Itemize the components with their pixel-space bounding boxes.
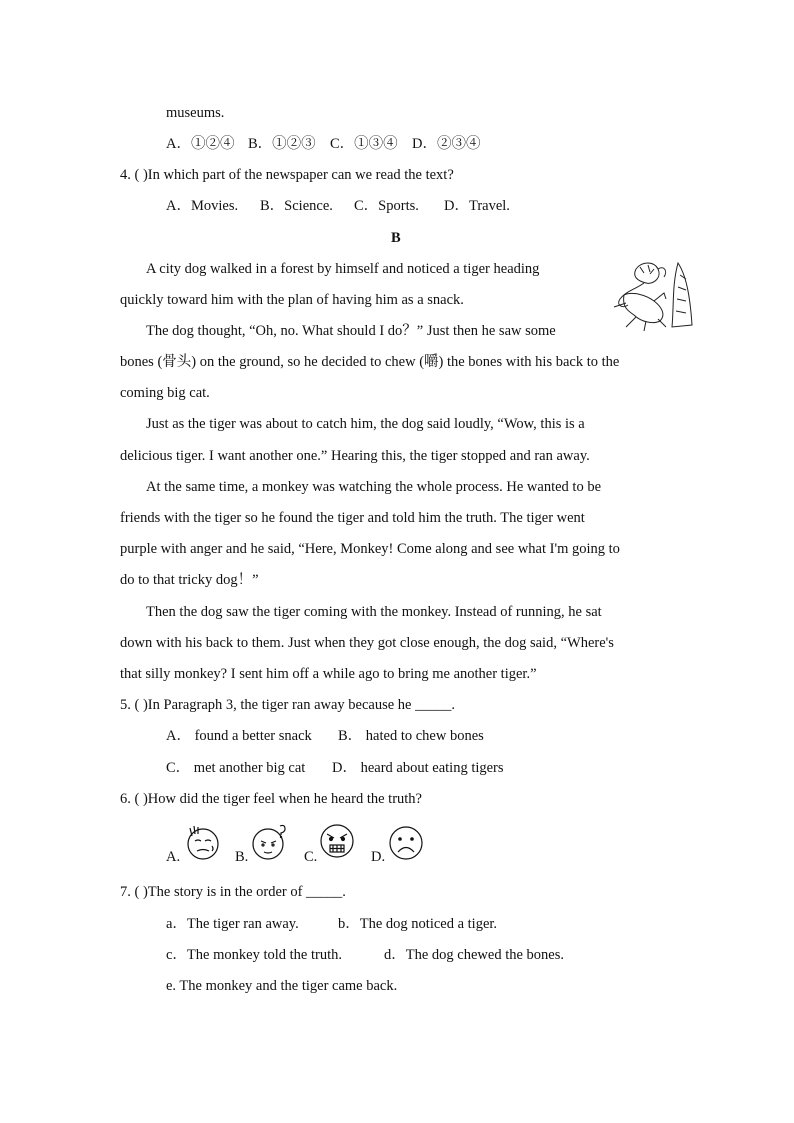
q4-option-a: A．Movies. bbox=[166, 198, 239, 214]
passage-line-9: friends with the tiger so he found the tiger and told him the truth. The tiger went bbox=[120, 510, 585, 526]
passage-line-11: do to that tricky dog！” bbox=[120, 572, 259, 588]
passage-line-3: The dog thought, “Oh, no. What should I do？” Just then he saw some bbox=[146, 323, 556, 339]
dog-tiger-illustration bbox=[606, 255, 696, 335]
q5-option-b: B． hated to chew bones bbox=[338, 728, 484, 744]
q7-item-d: d．The dog chewed the bones. bbox=[384, 947, 564, 963]
q3-option-a: A．①②④ bbox=[166, 136, 235, 152]
q7-item-e: e. The monkey and the tiger came back. bbox=[166, 978, 398, 994]
passage-line-4: bones (骨头) on the ground, so he decided to chew (嚼) the bones with his back to the bbox=[120, 354, 620, 370]
q7-item-a: a．The tiger ran away. bbox=[166, 916, 299, 932]
section-title: B bbox=[391, 230, 401, 246]
q3-option-c: C．①③④ bbox=[330, 136, 398, 152]
q3-options bbox=[166, 134, 480, 154]
passage-line-14: that silly monkey? I sent him off a while ago to bring me another tiger.” bbox=[120, 666, 537, 682]
q5-option-c: C． met another big cat bbox=[166, 760, 306, 776]
sweating-face-icon bbox=[184, 824, 222, 862]
q6-option-d-label: D. bbox=[371, 849, 386, 865]
q4-option-b: B．Science. bbox=[260, 198, 333, 214]
q5-options-row-2 bbox=[166, 758, 504, 778]
q4-options bbox=[166, 196, 510, 216]
passage-line-6: Just as the tiger was about to catch him, the dog said loudly, “Wow, this is a bbox=[146, 416, 585, 432]
q5-options-row-1 bbox=[166, 726, 484, 746]
q6-option-a-label: A. bbox=[166, 849, 181, 865]
q4-question bbox=[120, 165, 454, 185]
passage-line-5: coming big cat. bbox=[120, 385, 210, 401]
q5-text: In Paragraph 3, the tiger ran away because he _____. bbox=[147, 697, 455, 713]
q3-option-d: D．②③④ bbox=[412, 136, 481, 152]
passage-line-12: Then the dog saw the tiger coming with the monkey. Instead of running, he sat bbox=[146, 604, 602, 620]
q7-items-row-1 bbox=[166, 914, 497, 934]
q5-question bbox=[120, 695, 455, 715]
q6-text: How did the tiger feel when he heard the truth? bbox=[147, 791, 422, 807]
q5-number: 5. ( ) bbox=[120, 697, 148, 713]
angry-face-icon bbox=[318, 822, 356, 860]
q7-text: The story is in the order of _____. bbox=[147, 884, 346, 900]
q5-option-d: D． heard about eating tigers bbox=[332, 760, 504, 776]
q4-option-c: C．Sports. bbox=[354, 198, 419, 214]
passage-line-2: quickly toward him with the plan of having him as a snack. bbox=[120, 292, 464, 308]
passage-line-7: delicious tiger. I want another one.” Hearing this, the tiger stopped and ran away. bbox=[120, 448, 590, 464]
q6-option-b-label: B. bbox=[235, 849, 249, 865]
q7-item-b: b．The dog noticed a tiger. bbox=[338, 916, 498, 932]
confused-face-icon bbox=[250, 822, 290, 862]
q6-option-c-label: C. bbox=[304, 849, 318, 865]
q7-item-c: c．The monkey told the truth. bbox=[166, 947, 342, 963]
q6-question bbox=[120, 789, 422, 809]
q3-tail-text: museums. bbox=[166, 105, 225, 121]
q4-text: In which part of the newspaper can we read the text? bbox=[147, 167, 454, 183]
q7-items-row-2 bbox=[166, 945, 564, 965]
passage-line-8: At the same time, a monkey was watching the whole process. He wanted to be bbox=[146, 479, 602, 495]
q7-question bbox=[120, 882, 346, 902]
q4-option-d: D．Travel. bbox=[444, 198, 510, 214]
q3-option-b: B．①②③ bbox=[248, 136, 316, 152]
sad-face-icon bbox=[387, 824, 425, 862]
q7-number: 7. ( ) bbox=[120, 884, 148, 900]
q6-number: 6. ( ) bbox=[120, 791, 148, 807]
passage-line-13: down with his back to them. Just when they got close enough, the dog said, “Where's bbox=[120, 635, 614, 651]
q5-option-a: A． found a better snack bbox=[166, 728, 312, 744]
passage-line-10: purple with anger and he said, “Here, Monkey! Come along and see what I'm going to bbox=[120, 541, 620, 557]
q4-number: 4. ( ) bbox=[120, 167, 148, 183]
passage-line-1: A city dog walked in a forest by himself and noticed a tiger heading bbox=[146, 261, 540, 277]
